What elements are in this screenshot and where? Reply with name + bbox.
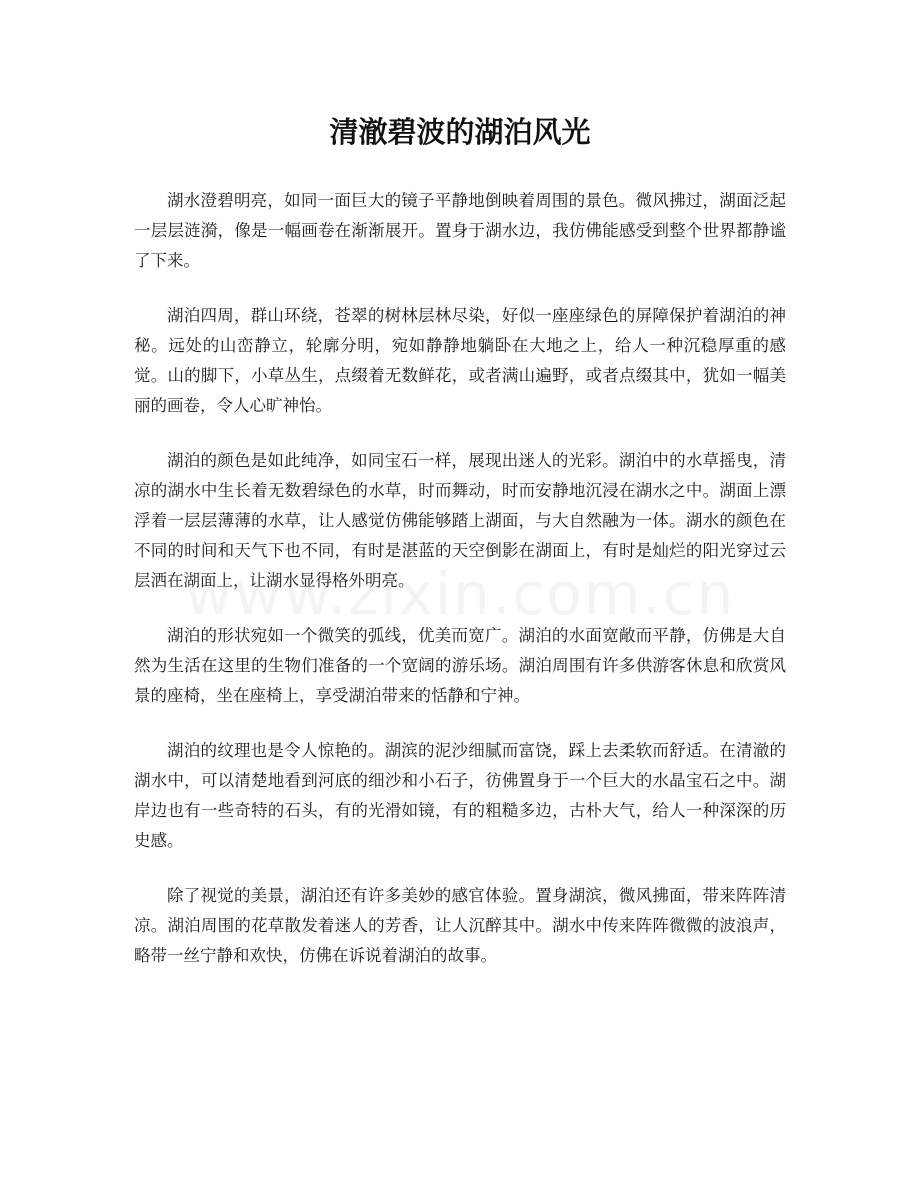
document-title: 清澈碧波的湖泊风光: [329, 115, 591, 149]
paragraph-3: 湖泊的颜色是如此纯净，如同宝石一样，展现出迷人的光彩。湖泊中的水草摇曳，清凉的湖水中生长着无数碧绿色的水草，时而舞动，时而安静地沉浸在湖水之中。湖面上漂浮着一层层薄薄的水草，让人感觉仿佛能够踏上湖面，与大自然融为一体。湖水的颜色在不同的时间和天气下也不同，有时是湛蓝的天空倒影在湖面上，有时是灿烂的阳光穿过云层洒在湖面上，让湖水显得格外明亮。: [134, 451, 786, 590]
document-body: [134, 186, 786, 996]
paragraph-2: 湖泊四周，群山环绕，苍翠的树林层林尽染，好似一座座绿色的屏障保护着湖泊的神秘。远处的山峦静立，轮廓分明，宛如静静地躺卧在大地之上，给人一种沉稳厚重的感觉。山的脚下，小草丛生，点缀着无数鲜花，或者满山遍野，或者点缀其中，犹如一幅美丽的画卷，令人心旷神怡。: [134, 306, 786, 415]
paragraph-4: 湖泊的形状宛如一个微笑的弧线，优美而宽广。湖泊的水面宽敞而平静，仿佛是大自然为生活在这里的生物们准备的一个宽阔的游乐场。湖泊周围有许多供游客休息和欣赏风景的座椅，坐在座椅上，享受湖泊带来的恬静和宁神。: [134, 626, 786, 705]
paragraph-6: 除了视觉的美景，湖泊还有许多美妙的感官体验。置身湖滨，微风拂面，带来阵阵清凉。湖泊周围的花草散发着迷人的芳香，让人沉醉其中。湖水中传来阵阵微微的波浪声，略带一丝宁静和欢快，仿佛在诉说着湖泊的故事。: [134, 886, 786, 965]
paragraph-1: 湖水澄碧明亮，如同一面巨大的镜子平静地倒映着周围的景色。微风拂过，湖面泛起一层层涟漪，像是一幅画卷在渐渐展开。置身于湖水边，我仿佛能感受到整个世界都静谧了下来。: [134, 191, 786, 270]
paragraph-5: 湖泊的纹理也是令人惊艳的。湖滨的泥沙细腻而富饶，踩上去柔软而舒适。在清澈的湖水中，可以清楚地看到河底的细沙和小石子，彷佛置身于一个巨大的水晶宝石之中。湖岸边也有一些奇特的石头，有的光滑如镜，有的粗糙多边，古朴大气，给人一种深深的历史感。: [134, 741, 786, 850]
